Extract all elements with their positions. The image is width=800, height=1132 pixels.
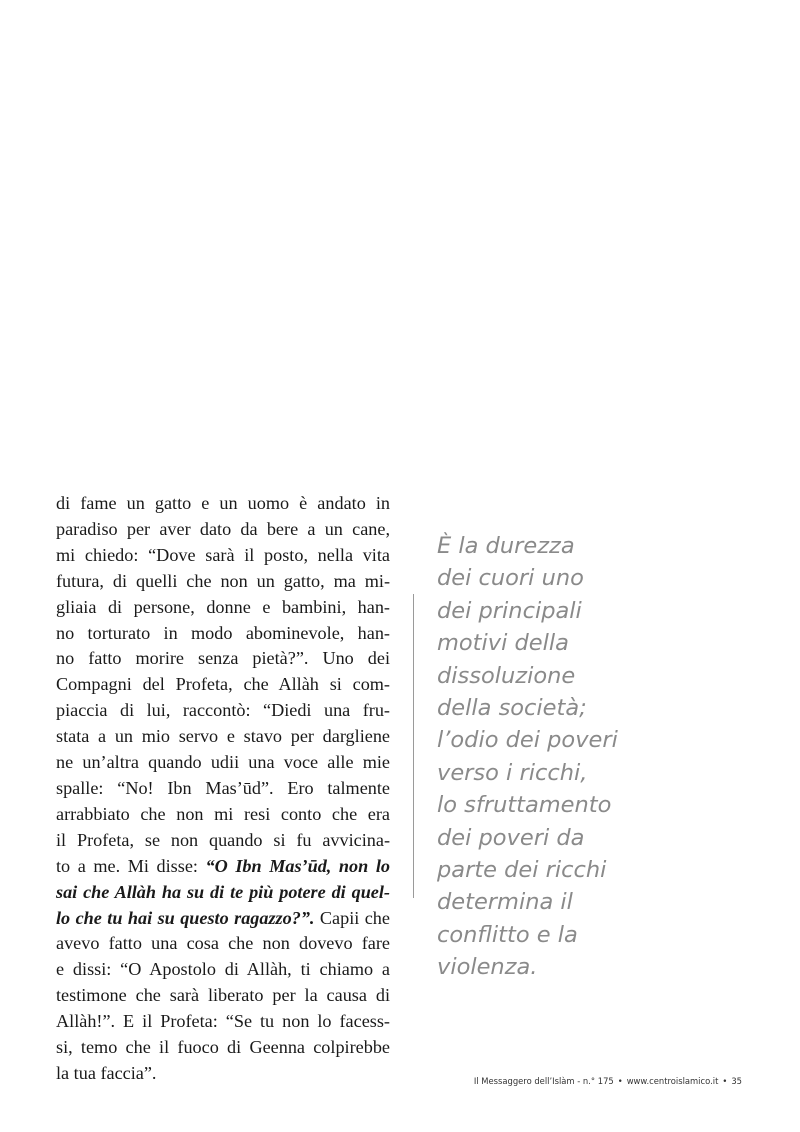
article-line: ne un’altra quando udii una voce alle mie	[56, 752, 390, 773]
publication-name: Il Messaggero dell’Islàm - n.° 175	[473, 1076, 614, 1086]
pull-quote-line: violenza.	[437, 954, 538, 981]
article-line-quote-start	[56, 854, 390, 880]
article-body-column	[56, 491, 390, 1087]
article-line: spalle: “No! Ibn Mas’ūd”. Ero talmente	[56, 777, 390, 798]
article-line: no torturato in modo abominevole, han-	[56, 622, 390, 643]
hadith-quote-text: sai che Allàh ha su di te più potere di quel-	[56, 881, 390, 902]
pull-quote-line: della società;	[437, 695, 587, 722]
pull-quote-line: dei poveri da	[437, 824, 585, 851]
hadith-quote-text: lo che tu hai su questo ragazzo?”.	[56, 907, 315, 928]
article-line-quote	[56, 880, 390, 906]
article-line: paradiso per aver dato da bere a un cane,	[56, 518, 390, 539]
pull-quote-line: verso i ricchi,	[437, 759, 588, 786]
article-line: stata a un mio servo e stavo per dargliene	[56, 726, 390, 747]
page-number: 35	[731, 1076, 742, 1086]
article-line: si, temo che il fuoco di Geenna colpirebbe	[56, 1037, 390, 1058]
article-line: no fatto morire senza pietà?”. Uno dei	[56, 648, 390, 669]
pull-quote-line: lo sfruttamento	[437, 792, 612, 819]
article-line-quote-end	[56, 906, 390, 932]
article-line: mi chiedo: “Dove sarà il posto, nella vita	[56, 544, 390, 565]
article-line: testimone che sarà liberato per la causa di	[56, 985, 390, 1006]
hadith-quote-text: “O Ibn Mas’ūd, non lo	[205, 855, 390, 876]
article-line: piaccia di lui, raccontò: “Diedi una fru-	[56, 700, 390, 721]
pull-quote-line: dei principali	[437, 597, 582, 624]
article-line: arrabbiato che non mi resi conto che era	[56, 803, 390, 824]
website-link[interactable]: www.centroislamico.it	[626, 1076, 719, 1086]
article-line: il Profeta, se non quando si fu avvicina-	[56, 829, 390, 850]
pull-quote-line: dissoluzione	[437, 662, 576, 689]
article-line: di fame un gatto e un uomo è andato in	[56, 493, 390, 513]
pull-quote	[437, 530, 767, 984]
pull-quote-divider	[413, 594, 414, 898]
article-line: avevo fatto una cosa che non dovevo fare	[56, 933, 390, 954]
pull-quote-line: l’odio dei poveri	[437, 727, 618, 754]
article-line: Allàh!”. E il Profeta: “Se tu non lo facess-	[56, 1011, 390, 1032]
pull-quote-line: motivi della	[437, 630, 569, 657]
bullet-separator: •	[617, 1076, 623, 1086]
pull-quote-line: conflitto e la	[437, 921, 578, 948]
article-text: Capii che	[314, 907, 390, 928]
article-line-last: la tua faccia”.	[56, 1062, 157, 1083]
pull-quote-line: dei cuori uno	[437, 565, 584, 592]
article-line: futura, di quelli che non un gatto, ma mi-	[56, 570, 390, 591]
article-text: to a me. Mi disse:	[56, 855, 206, 876]
pull-quote-line: parte dei ricchi	[437, 857, 607, 884]
bullet-separator: •	[722, 1076, 728, 1086]
article-line: gliaia di persone, donne e bambini, han-	[56, 596, 390, 617]
article-line: Compagni del Profeta, che Allàh si com-	[56, 674, 390, 695]
pull-quote-line: È la durezza	[437, 533, 575, 559]
pull-quote-line: determina il	[437, 889, 573, 916]
page-footer	[474, 1076, 742, 1086]
article-line: e dissi: “O Apostolo di Allàh, ti chiamo a	[56, 959, 390, 980]
